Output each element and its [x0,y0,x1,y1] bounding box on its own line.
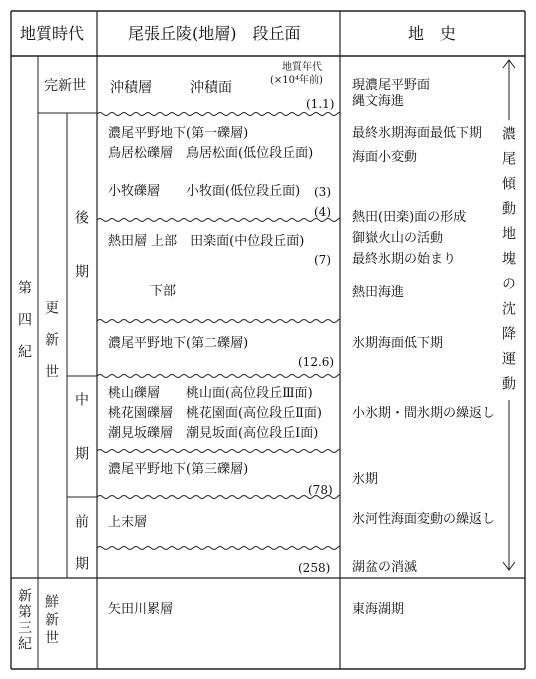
period-neogene [17,588,33,652]
late-row1: 濃尾平野地下(第一礫層) [108,126,249,141]
late-history7: 氷期海面低下期 [352,336,444,351]
holocene-history2: 縄文海進 [352,94,405,109]
pliocene-history1: 東海湖期 [352,602,405,617]
middle-row1: 桃山礫層 桃山面(高位段丘Ⅲ面) [108,386,313,401]
early-history2: 湖盆の消滅 [352,560,418,575]
period-middle-label: 中期 [73,392,89,500]
period-pleistocene [44,300,60,396]
side-note [501,126,517,401]
header-stratum: 尾張丘陵(地層) 段丘面 [128,24,301,43]
period-middle [74,392,90,500]
period-late-label: 後期 [73,210,89,318]
late-row5: 下部 [150,284,177,299]
late-history2: 海面小変動 [352,150,418,165]
early-row1: 上末層 [108,515,148,530]
period-pleistocene-label: 更新世 [43,300,59,396]
period-holocene: 完新世 [44,78,86,94]
late-row3-age2: (4) [314,205,331,219]
late-history5: 最終氷期の始まり [352,252,457,267]
late-row6: 濃尾平野地下(第二礫層) [108,336,249,351]
holocene-age: (1.1) [306,97,335,111]
late-history4: 御嶽火山の活動 [352,231,444,246]
holocene-history1: 現濃尾平野面 [352,78,431,93]
period-pliocene-label: 鮮新世 [43,594,59,648]
late-history6: 熱田海進 [352,285,405,300]
middle-history1: 小氷期・間氷期の繰返し [352,406,496,421]
pliocene-row1: 矢田川累層 [108,602,174,617]
late-row3: 小牧礫層 小牧面(低位段丘面) [108,184,301,199]
header-era: 地質時代 [20,24,85,43]
period-late [74,210,90,318]
late-row3-age: (3) [314,185,331,199]
period-quaternary-label: 第四紀 [16,280,32,376]
middle-history2: 氷期 [352,472,379,487]
header-history: 地 史 [408,24,457,43]
late-history1: 最終氷期海面最低下期 [352,126,483,141]
period-quaternary [17,280,33,376]
late-row4-age: (7) [314,253,331,267]
holocene-layer: 沖積層 [110,80,152,96]
holocene-surface: 沖積面 [190,80,232,96]
middle-row2: 桃花園礫層 桃花園面(高位段丘Ⅱ面) [108,406,322,421]
early-history1: 氷河性海面変動の繰返し [352,512,496,527]
early-age: (258) [298,561,331,575]
middle-row4: 濃尾平野地下(第三礫層) [108,462,249,477]
late-history3: 熱田(田楽)面の形成 [352,210,467,225]
period-pliocene [44,594,60,648]
late-row6-age: (12.6) [298,355,335,369]
age-note-line1: 地質年代 [282,62,322,73]
period-early-label: 前期 [73,514,89,598]
middle-row4-age: (78) [308,483,333,497]
side-note-label: 濃尾傾動地塊の沈降運動 [500,126,516,401]
period-early [74,514,90,598]
late-row4: 熱田層 上部 田楽面(中位段丘面) [108,234,305,249]
late-row2: 鳥居松礫層 鳥居松面(低位段丘面) [108,146,314,161]
age-note-line2: (×10⁴年前) [270,75,323,86]
period-neogene-label: 新第三紀 [16,588,32,652]
middle-row3: 潮見坂礫層 潮見坂面(高位段丘Ⅰ面) [108,426,319,441]
